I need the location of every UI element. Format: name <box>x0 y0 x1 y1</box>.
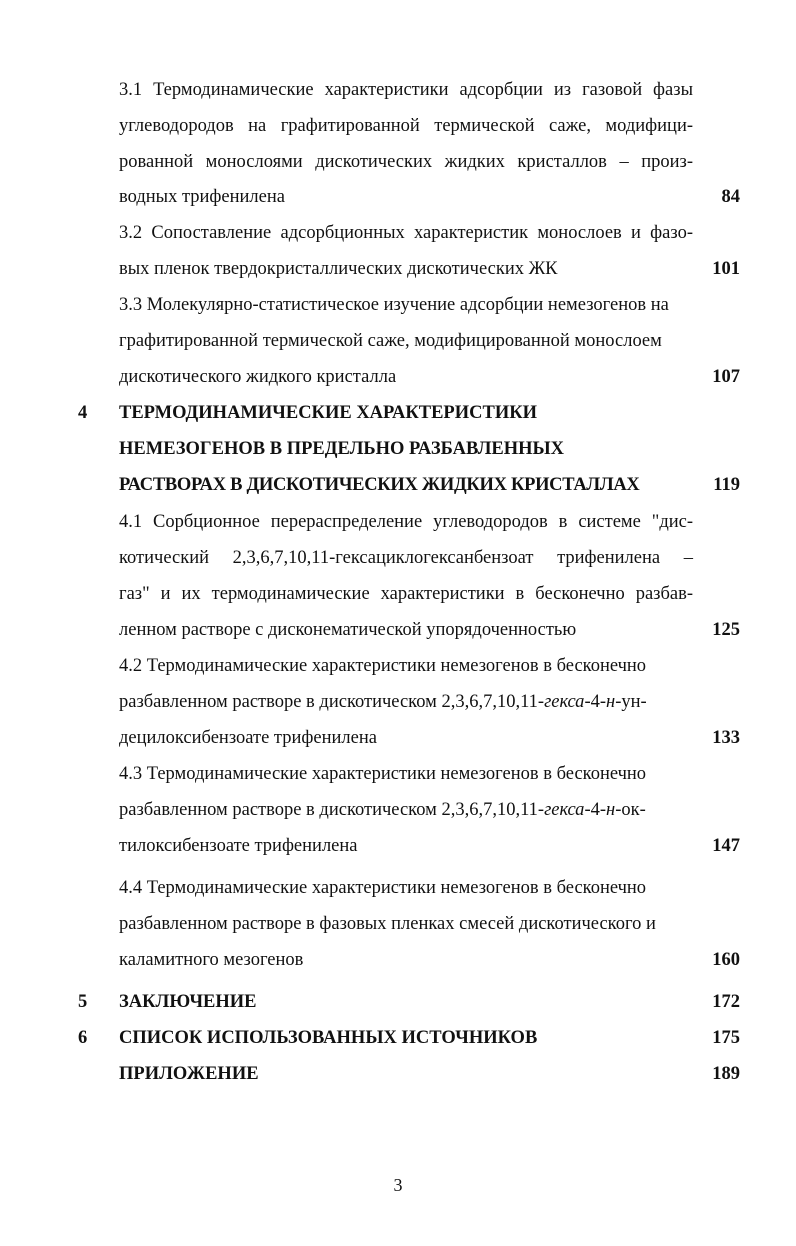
toc-chapter-5-page: 172 <box>712 992 740 1012</box>
toc-3-3-line-2: графитированной термической саже, модифицированной монослоем <box>119 331 662 351</box>
toc-4-4-line-2: разбавленном растворе в фазовых пленках смесей дискотического и <box>119 914 656 934</box>
toc-4-3-line-2 <box>119 798 646 822</box>
toc-chapter-5-number: 5 <box>78 992 88 1012</box>
page-number: 3 <box>393 1175 403 1195</box>
toc-4-2-line-2-start: разбавленном растворе в дискотическом 2,3,6,7,10,11- <box>119 692 545 712</box>
toc-chapter-5-title: ЗАКЛЮЧЕНИЕ <box>119 992 257 1012</box>
toc-3-1-line-3: рованной монослоями дискотических жидких кристаллов – произ- <box>119 152 693 172</box>
toc-chapter-4-number: 4 <box>78 403 88 423</box>
toc-chapter-4-title-line-1: ТЕРМОДИНАМИЧЕСКИЕ ХАРАКТЕРИСТИКИ <box>119 403 538 423</box>
toc-chapter-4-page: 119 <box>713 475 740 495</box>
toc-4-3-line-2-end: -ок- <box>615 800 646 820</box>
toc-4-3-page: 147 <box>712 836 740 856</box>
toc-4-2-italic-geksa: гекса <box>544 692 585 712</box>
toc-4-1-line-2: котический 2,3,6,7,10,11-гексациклогексанбензоат трифенилена – <box>119 548 693 568</box>
toc-4-3-italic-n: н <box>606 800 616 820</box>
toc-chapter-6-page: 175 <box>712 1028 740 1048</box>
toc-4-2-line-2 <box>119 690 647 714</box>
toc-3-2-line-1: 3.2 Сопоставление адсорбционных характеристик монослоев и фазо- <box>119 223 693 243</box>
toc-4-2-line-2-mid: -4- <box>584 692 607 712</box>
toc-3-1-page: 84 <box>721 187 740 207</box>
toc-chapter-6-number: 6 <box>78 1028 88 1048</box>
toc-4-4-line-1: 4.4 Термодинамические характеристики немезогенов в бесконечно <box>119 878 647 898</box>
toc-appendix-title: ПРИЛОЖЕНИЕ <box>119 1064 259 1084</box>
toc-appendix-page: 189 <box>712 1064 740 1084</box>
toc-4-2-line-1: 4.2 Термодинамические характеристики немезогенов в бесконечно <box>119 656 647 676</box>
toc-chapter-4-title-line-2: НЕМЕЗОГЕНОВ В ПРЕДЕЛЬНО РАЗБАВЛЕННЫХ <box>119 439 565 459</box>
toc-4-1-line-1: 4.1 Сорбционное перераспределение углеводородов в системе "дис- <box>119 512 693 532</box>
toc-3-1-line-4: водных трифенилена <box>119 187 285 207</box>
toc-4-4-line-3: каламитного мезогенов <box>119 950 304 970</box>
toc-3-3-line-1: 3.3 Молекулярно-статистическое изучение адсорбции немезогенов на <box>119 295 669 315</box>
toc-4-1-line-3: газ" и их термодинамические характеристики в бесконечно разбав- <box>119 584 693 604</box>
toc-3-1-line-1: 3.1 Термодинамические характеристики адсорбции из газовой фазы <box>119 80 693 100</box>
toc-4-3-line-1: 4.3 Термодинамические характеристики немезогенов в бесконечно <box>119 764 647 784</box>
toc-4-3-line-2-start: разбавленном растворе в дискотическом 2,3,6,7,10,11- <box>119 800 545 820</box>
toc-4-1-line-4: ленном растворе с дисконематической упорядоченностью <box>119 620 577 640</box>
toc-4-3-italic-geksa: гекса <box>544 800 585 820</box>
toc-3-1-line-2: углеводородов на графитированной термической саже, модифици- <box>119 116 693 136</box>
toc-4-2-page: 133 <box>712 728 740 748</box>
toc-chapter-4-title-line-3: РАСТВОРАХ В ДИСКОТИЧЕСКИХ ЖИДКИХ КРИСТАЛЛАХ <box>119 475 640 495</box>
toc-4-2-italic-n: н <box>606 692 616 712</box>
toc-3-3-line-3: дискотического жидкого кристалла <box>119 367 397 387</box>
toc-3-2-page: 101 <box>712 259 740 279</box>
toc-chapter-6-title: СПИСОК ИСПОЛЬЗОВАННЫХ ИСТОЧНИКОВ <box>119 1028 538 1048</box>
toc-4-2-line-2-end: -ун- <box>615 692 647 712</box>
toc-4-1-page: 125 <box>712 620 740 640</box>
toc-4-2-line-3: децилоксибензоате трифенилена <box>119 728 377 748</box>
toc-4-4-page: 160 <box>712 950 740 970</box>
toc-4-3-line-2-mid: -4- <box>584 800 607 820</box>
toc-3-3-page: 107 <box>712 367 740 387</box>
toc-3-2-line-2: вых пленок твердокристаллических дискотических ЖК <box>119 259 558 279</box>
toc-4-3-line-3: тилоксибензоате трифенилена <box>119 836 358 856</box>
